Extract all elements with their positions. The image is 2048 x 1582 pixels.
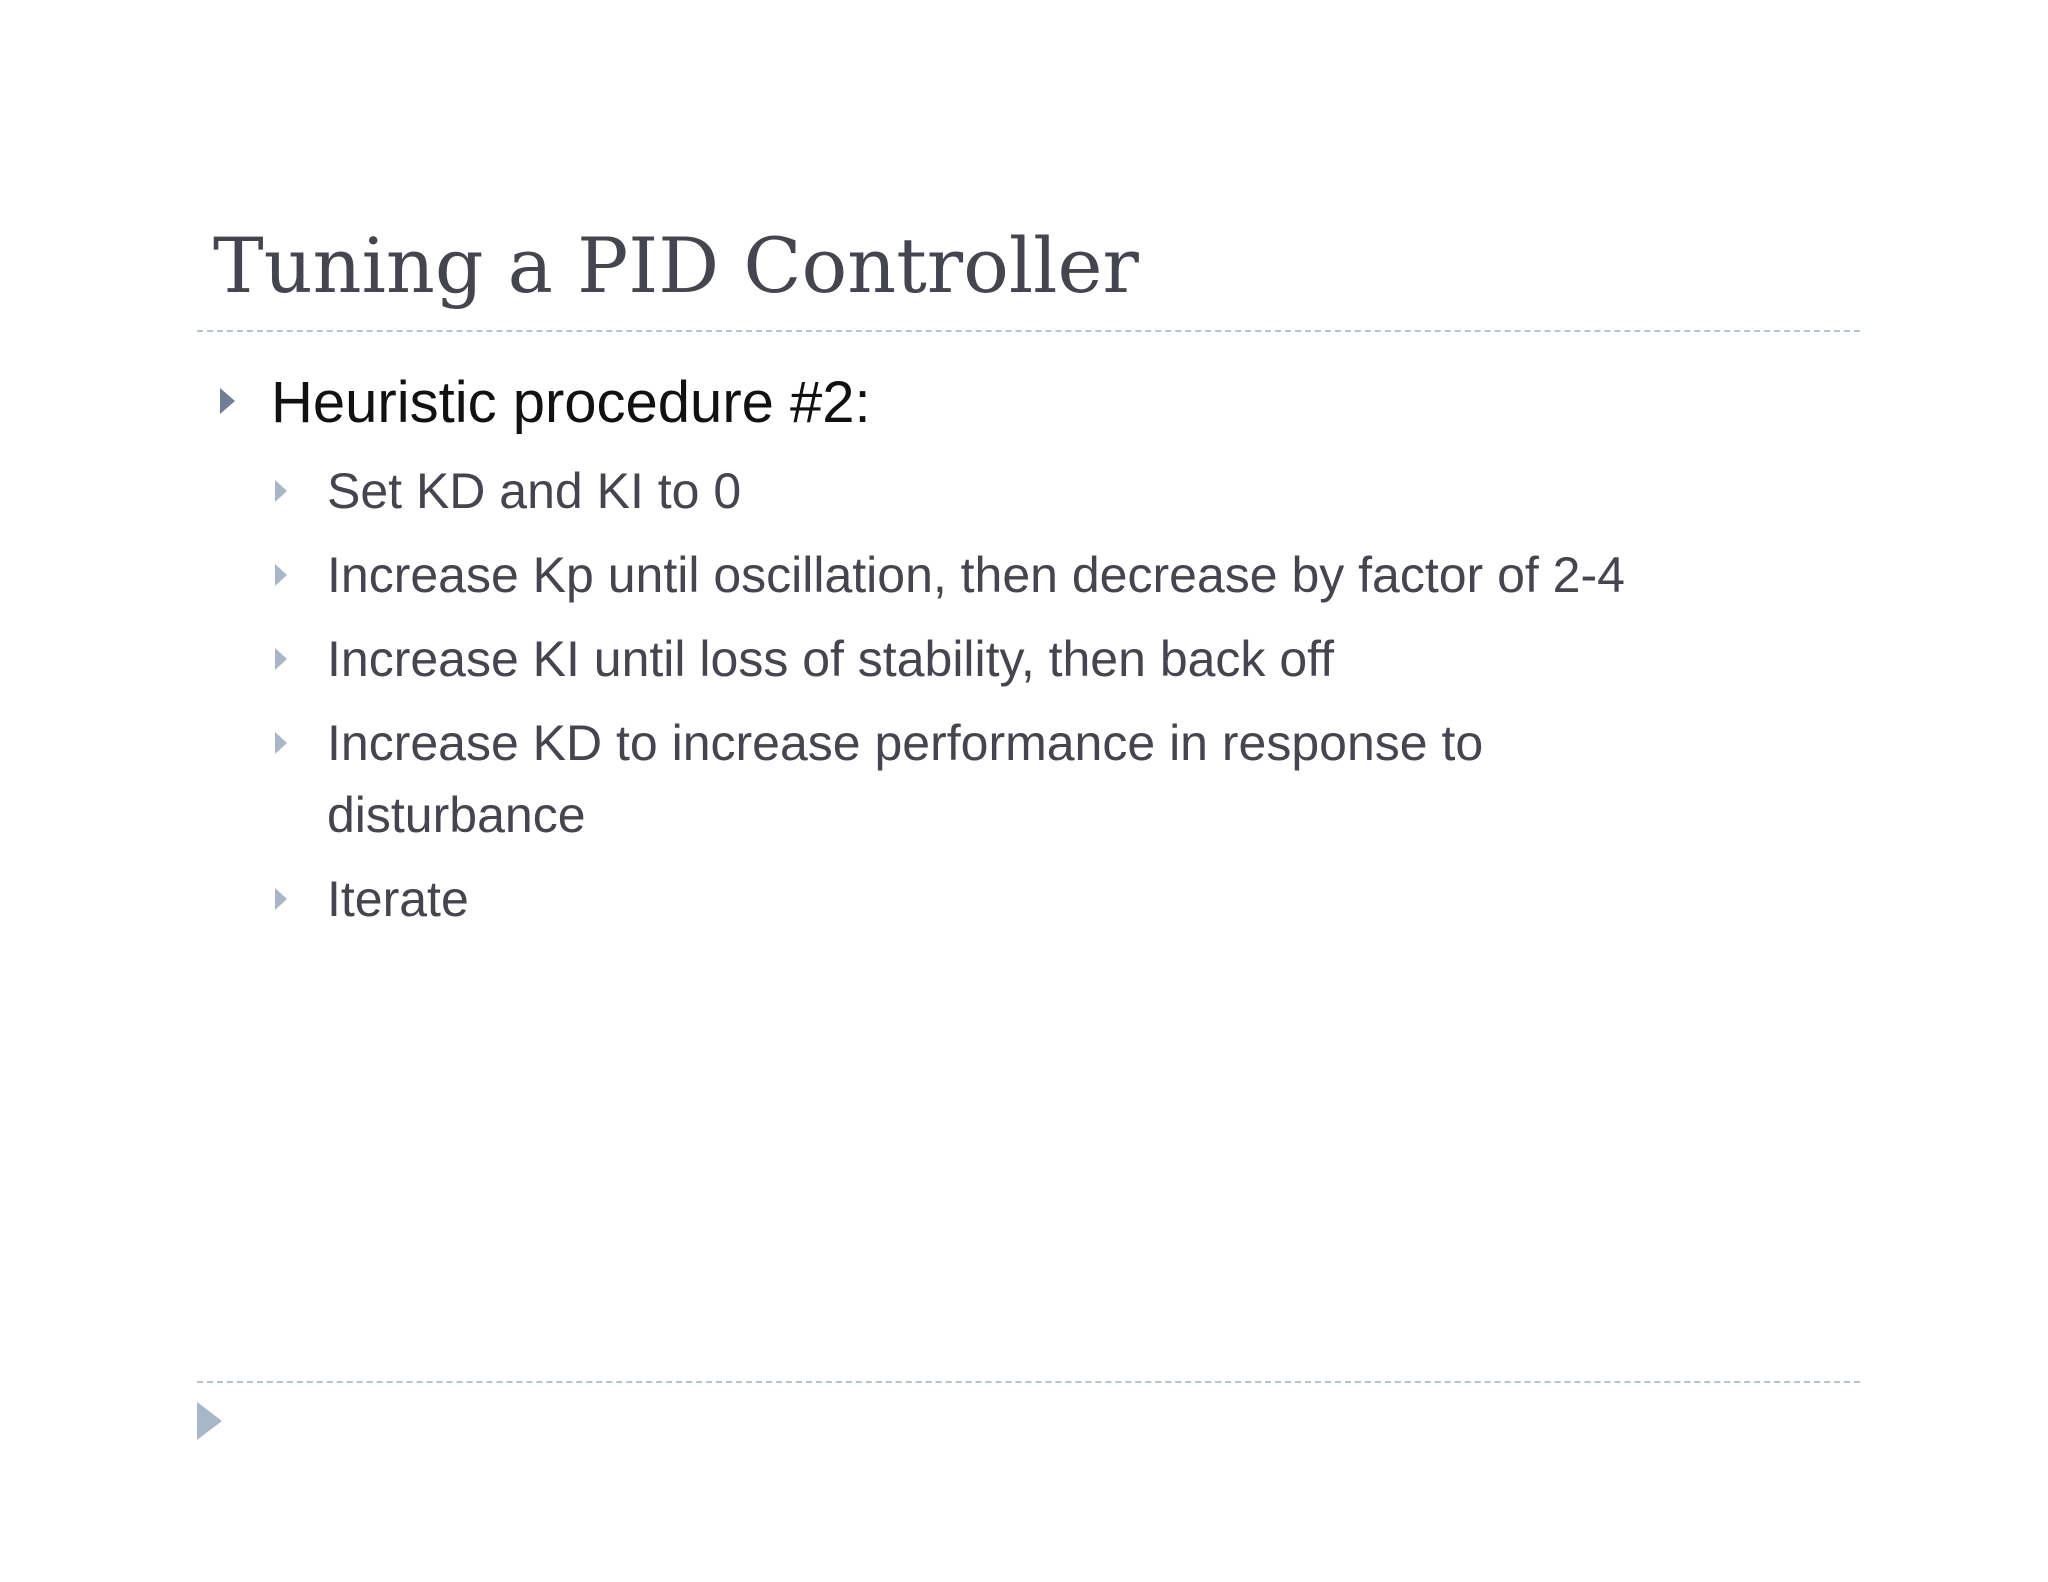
triangle-right-icon: [275, 648, 287, 670]
procedure-step-text: Increase Kp until oscillation, then decrease by factor of 2-4: [327, 547, 1625, 603]
procedure-step-text: Set KD and KI to 0: [327, 463, 742, 519]
triangle-right-icon: [275, 732, 287, 754]
procedure-step-text: Increase KI until loss of stability, then back off: [327, 631, 1335, 687]
main-bullet-text: Heuristic procedure #2:: [271, 370, 871, 435]
triangle-right-icon: [275, 888, 287, 910]
procedure-step: [275, 863, 1627, 935]
triangle-right-icon: [275, 564, 287, 586]
procedure-step: [275, 455, 1627, 527]
procedure-step-text: Increase KD to increase performance in response to disturbance: [327, 715, 1484, 843]
procedure-step: [275, 623, 1627, 695]
title-divider: [197, 330, 1860, 332]
procedure-step: [275, 707, 1627, 851]
triangle-right-icon: [197, 1402, 222, 1440]
triangle-right-icon: [220, 388, 235, 414]
procedure-steps: [275, 455, 1627, 947]
procedure-step-text: Iterate: [327, 871, 469, 927]
triangle-right-icon: [275, 480, 287, 502]
slide-title: Tuning a PID Controller: [213, 221, 1139, 310]
footer-divider: [197, 1381, 1860, 1383]
procedure-step: [275, 539, 1627, 611]
